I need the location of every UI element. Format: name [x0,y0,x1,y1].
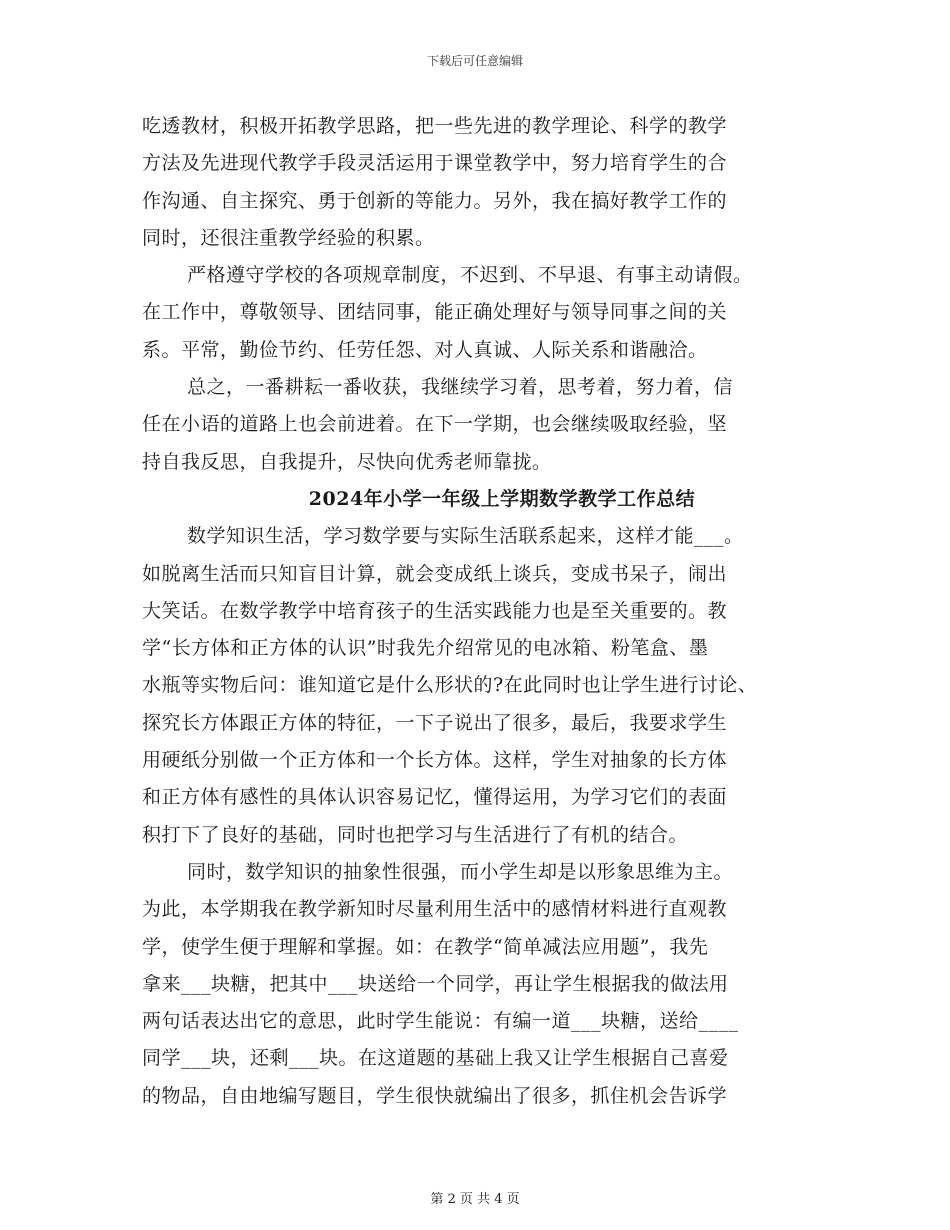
page-number: 第 2 页 共 4 页 [430,1192,520,1207]
text-line: 拿来___块糖，把其中___块送给一个同学，再让学生根据我的做法用 [142,972,729,995]
text-line: 为此，本学期我在教学新知时尽量利用生活中的感情材料进行直观教 [142,898,728,921]
page-header-note: 下载后可任意编辑 [426,54,523,68]
text-line: 和正方体有感性的具体认识容易记忆，懂得运用，为学习它们的表面 [142,786,728,809]
text-line: 严格遵守学校的各项规章制度，不迟到、不早退、有事主动请假。 [187,264,753,287]
text-line: 探究长方体跟正方体的特征，一下子说出了很多，最后，我要求学生 [142,711,728,734]
text-line: 同时，还很注重教学经验的积累。 [142,226,435,249]
text-line: 方法及先进现代教学手段灵活运用于课堂教学中，努力培育学生的合 [142,152,728,175]
text-line: 同学___块，还剩___块。在这道题的基础上我又让学生根据自己喜爱 [142,1047,729,1070]
text-line: 如脱离生活而只知盲目计算，就会变成纸上谈兵，变成书呆子，闹出 [142,562,728,585]
text-line: 积打下了良好的基础，同时也把学习与生活进行了有机的结合。 [142,823,689,846]
text-line: 作沟通、自主探究、勇于创新的等能力。另外，我在搞好教学工作的 [142,189,728,212]
text-line: 系。平常，勤俭节约、任劳任怨、对人真诚、人际关系和谐融洽。 [142,338,708,361]
text-line: 学“长方体和正方体的认识”时我先介绍常见的电冰箱、粉笔盒、墨 [142,637,709,660]
text-line: 数学知识生活，学习数学要与实际生活联系起来，这样才能___。 [187,525,744,548]
section-title: 2024年小学一年级上学期数学教学工作总结 [308,487,696,510]
text-line: 水瓶等实物后问：谁知道它是什么形状的?在此同时也让学生进行讨论、 [142,674,758,697]
text-line: 任在小语的道路上也会前进着。在下一学期，也会继续吸取经验，坚 [142,413,728,436]
text-line: 两句话表达出它的意思，此时学生能说：有编一道___块糖，送给____ [142,1010,739,1033]
text-line: 在工作中，尊敬领导、团结同事，能正确处理好与领导同事之间的关 [142,301,728,324]
text-line: 学，使学生便于理解和掌握。如：在教学“简单减法应用题”，我先 [142,935,709,958]
text-line: 持自我反思，自我提升，尽快向优秀老师靠拢。 [142,450,552,473]
text-line: 总之，一番耕耘一番收获，我继续学习着，思考着，努力着，信 [187,376,734,399]
text-line: 同时，数学知识的抽象性很强，而小学生却是以形象思维为主。 [187,860,734,883]
document-body [142,108,822,1115]
text-line: 大笑话。在数学教学中培育孩子的生活实践能力也是至关重要的。教 [142,599,728,622]
text-line: 吃透教材，积极开拓教学思路，把一些先进的教学理论、科学的教学 [142,115,728,137]
text-line: 用硬纸分别做一个正方体和一个长方体。这样，学生对抽象的长方体 [142,749,728,772]
text-line: 的物品，自由地编写题目，学生很快就编出了很多，抓住机会告诉学 [142,1084,728,1107]
